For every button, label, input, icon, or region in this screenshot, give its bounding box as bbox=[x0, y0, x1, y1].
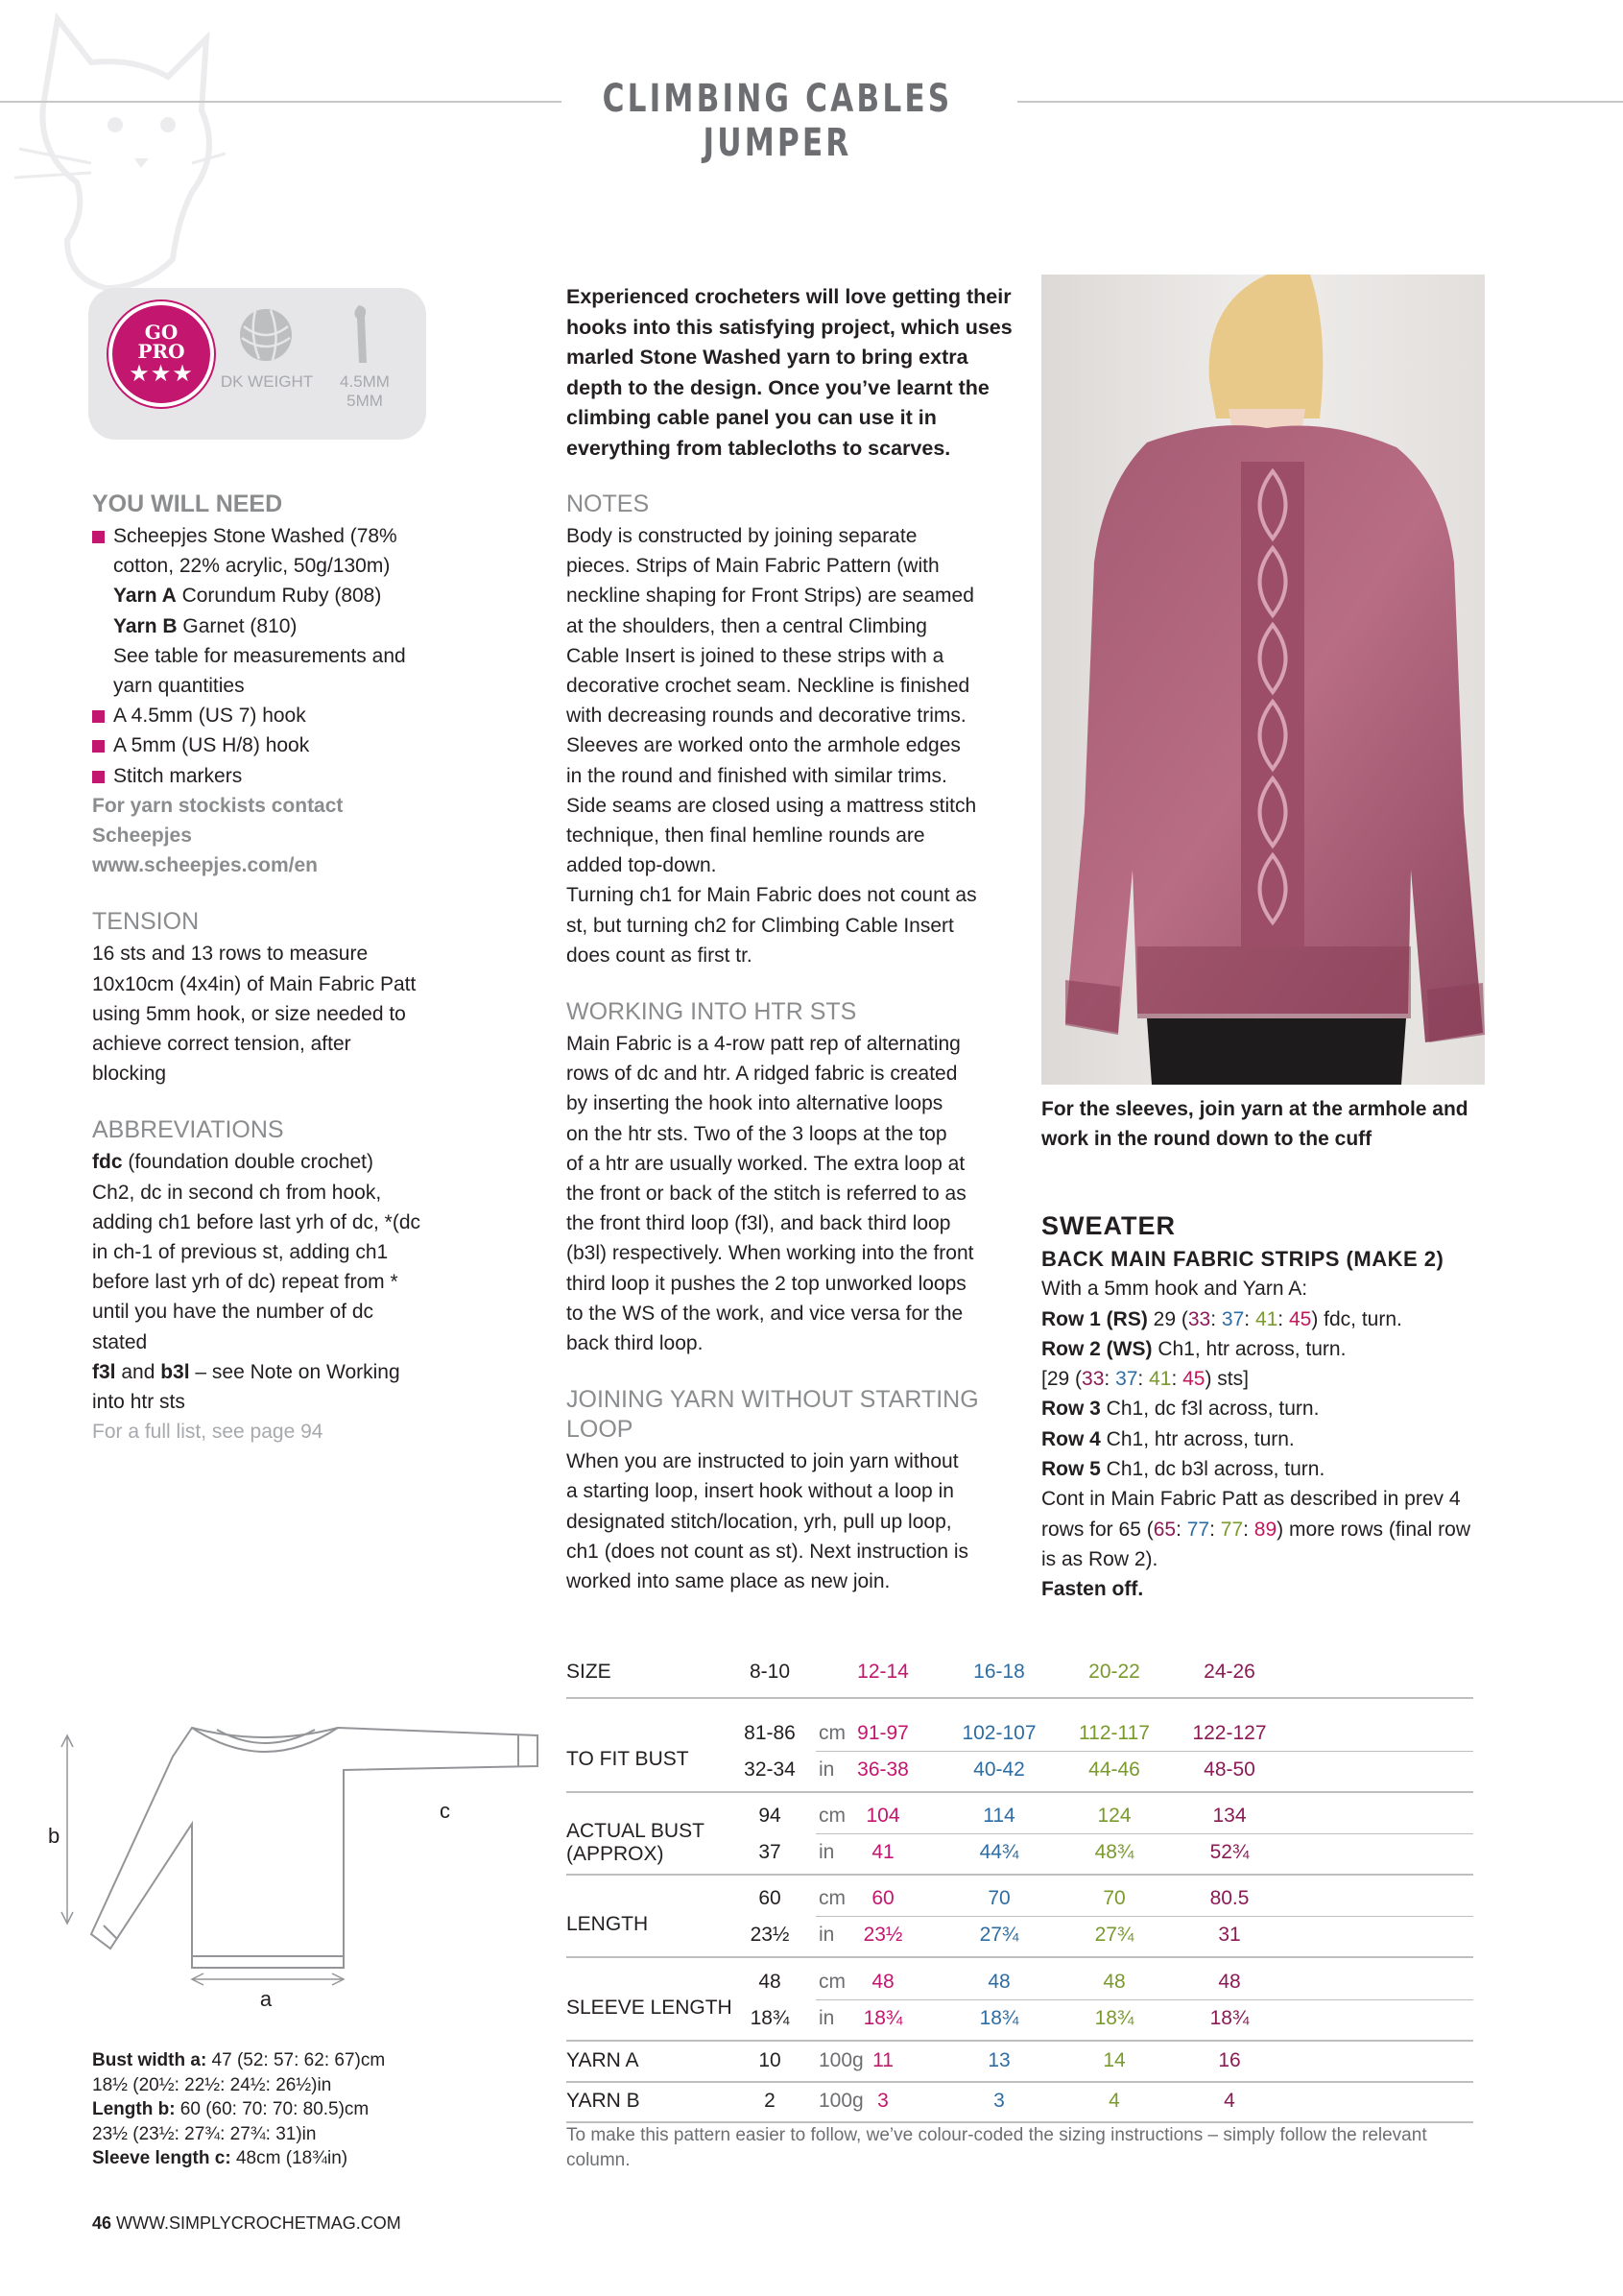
cont-line2: rows for 65 (65: 77: 77: 89) more rows (final row bbox=[1041, 1518, 1471, 1541]
working-htr-line: Main Fabric is a 4-row patt rep of alternating bbox=[566, 1033, 961, 1056]
table-cell: 102-107 bbox=[962, 1722, 1037, 1744]
table-cell: 40-42 bbox=[973, 1758, 1025, 1781]
table-rule-thin bbox=[816, 1833, 1473, 1834]
table-cell: 104 bbox=[866, 1805, 900, 1827]
diagram-label-c: c bbox=[440, 1799, 450, 1823]
unit-cm: cm bbox=[819, 1722, 846, 1744]
table-cell: 20-22 bbox=[1088, 1661, 1140, 1683]
header-rule-left bbox=[0, 101, 561, 103]
table-rule bbox=[566, 2081, 1473, 2083]
table-cell: 13 bbox=[988, 2049, 1011, 2071]
stockist-line1: For yarn stockists contact bbox=[92, 794, 344, 817]
table-cell: 48¾ bbox=[1094, 1841, 1134, 1863]
row-4: Row 4 Ch1, htr across, turn. bbox=[1041, 1427, 1295, 1450]
table-cell: 48 bbox=[1218, 1971, 1241, 1993]
sleeve-length: Sleeve length c: 48cm (18¾in) bbox=[92, 2148, 348, 2168]
table-cell: 36-38 bbox=[857, 1758, 909, 1781]
table-rule bbox=[566, 1697, 1473, 1699]
table-rule-thin bbox=[816, 1751, 1473, 1752]
joining-line: a starting loop, insert hook without a loop in bbox=[566, 1480, 954, 1503]
yarn-b-unit: 100g bbox=[819, 2090, 864, 2112]
list-item-yarn: Scheepjes Stone Washed (78% cotton, 22% acrylic, 50g/130m) bbox=[92, 521, 438, 581]
working-htr-line: (b3l) respectively. When working into the front bbox=[566, 1242, 974, 1265]
tension-line: 10x10cm (4x4in) of Main Fabric Patt bbox=[92, 972, 417, 995]
sweater-instructions bbox=[1041, 1244, 1492, 1605]
joining-line: ch1 (does not count as st). Next instruction is bbox=[566, 1540, 969, 1563]
unit-cm: cm bbox=[819, 1887, 846, 1909]
fdc-term-line: fdc (foundation double crochet) bbox=[92, 1151, 374, 1174]
table-cell: 81-86 bbox=[744, 1722, 796, 1744]
working-htr-line: third loop it pushes the 2 top unworked loops bbox=[566, 1272, 967, 1295]
unit-cm: cm bbox=[819, 1805, 846, 1827]
row-label: TO FIT BUST bbox=[566, 1748, 689, 1770]
joining-line: When you are instructed to join yarn without bbox=[566, 1450, 959, 1473]
you-will-need-title: YOU WILL NEED bbox=[92, 490, 283, 517]
header-rule-right bbox=[1017, 101, 1623, 103]
notes-line: Cable Insert is joined to these strips with a bbox=[566, 644, 944, 667]
page-folio: 46 WWW.SIMPLYCROCHETMAG.COM bbox=[92, 2213, 401, 2233]
notes-line: in the round and finished with similar trims. bbox=[566, 764, 947, 787]
table-cell: 48 bbox=[988, 1971, 1011, 1993]
row-label: LENGTH bbox=[566, 1913, 649, 1935]
table-cell: 4 bbox=[1109, 2090, 1120, 2112]
model-photo-illustration bbox=[1041, 275, 1485, 1085]
hook-size-label: 4.5MM 5MM bbox=[340, 372, 390, 410]
table-cell: 80.5 bbox=[1209, 1887, 1250, 1909]
bust-width-in: 18½ (20½: 22½: 24½: 26½)in bbox=[92, 2074, 332, 2095]
working-htr-line: of a htr are usually worked. The extra loop at bbox=[566, 1152, 966, 1175]
table-cell: 8-10 bbox=[749, 1661, 791, 1683]
table-note-line1: See table for measurements and bbox=[113, 644, 406, 667]
sweater-title: SWEATER bbox=[1041, 1211, 1176, 1240]
tension-line: achieve correct tension, after bbox=[92, 1033, 351, 1056]
notes-line: at the shoulders, then a central Climbing bbox=[566, 614, 927, 637]
sweater-line1: With a 5mm hook and Yarn A: bbox=[1041, 1278, 1308, 1301]
table-cell: 91-97 bbox=[857, 1722, 909, 1744]
table-cell: 14 bbox=[1103, 2049, 1126, 2071]
row-2: Row 2 (WS) Ch1, htr across, turn. bbox=[1041, 1337, 1347, 1360]
tension-line: 16 sts and 13 rows to measure bbox=[92, 943, 369, 966]
notes-line: Side seams are closed using a mattress stitch bbox=[566, 794, 977, 817]
working-htr-line: on the htr sts. Two of the 3 loops at the top bbox=[566, 1122, 947, 1145]
table-cell: 18¾ bbox=[750, 2007, 790, 2029]
tension-line: using 5mm hook, or size needed to bbox=[92, 1002, 406, 1025]
list-item-markers: Stitch markers bbox=[92, 761, 438, 791]
abbreviations-title: ABBREVIATIONS bbox=[92, 1116, 284, 1144]
table-cell: 122-127 bbox=[1192, 1722, 1267, 1744]
table-cell: 134 bbox=[1212, 1805, 1247, 1827]
length-cm: Length b: 60 (60: 70: 70: 80.5)cm bbox=[92, 2099, 370, 2119]
table-cell: 32-34 bbox=[744, 1758, 796, 1781]
yarn-a-unit: 100g bbox=[819, 2049, 864, 2071]
table-cell: 3 bbox=[993, 2090, 1005, 2112]
table-cell: 112-117 bbox=[1079, 1722, 1150, 1744]
table-rule bbox=[566, 1791, 1473, 1793]
sweater-photo bbox=[1041, 275, 1485, 1085]
row-label: SLEEVE LENGTH bbox=[566, 1997, 732, 2019]
table-cell: 31 bbox=[1218, 1924, 1241, 1946]
row-1: Row 1 (RS) 29 (33: 37: 41: 45) fdc, turn. bbox=[1041, 1307, 1402, 1330]
table-cell: 3 bbox=[877, 2090, 889, 2112]
notes-line: with decreasing rounds and decorative trims. bbox=[566, 705, 967, 728]
diagram-label-b: b bbox=[48, 1824, 60, 1848]
size-label: SIZE bbox=[566, 1661, 611, 1683]
fdc-line: stated bbox=[92, 1330, 148, 1353]
notes-line: added top-down. bbox=[566, 854, 717, 877]
intro-paragraph: Experienced crocheters will love getting their hooks into this satisfying project, which uses marled Stone Washed yarn to bring extra depth to the design. Once you’ve learnt the climbing cable panel you can use it in everything from tablecloths to scarves. bbox=[566, 285, 1013, 460]
fdc-line: in ch-1 of previous st, adding ch1 bbox=[92, 1241, 389, 1264]
table-cell: 48 bbox=[871, 1971, 895, 1993]
diagram-label-a: a bbox=[259, 1987, 273, 2006]
notes-title: NOTES bbox=[566, 490, 650, 517]
notes-line: pieces. Strips of Main Fabric Pattern (with bbox=[566, 555, 940, 578]
table-cell: 18¾ bbox=[979, 2007, 1019, 2029]
notes-line: technique, then final hemline rounds are bbox=[566, 825, 925, 848]
table-cell: 16-18 bbox=[973, 1661, 1025, 1683]
stockist-line2: Scheepjes bbox=[92, 825, 192, 848]
yarn-a-label: YARN A bbox=[566, 2049, 639, 2071]
table-note-line2: yarn quantities bbox=[113, 675, 245, 698]
back-strips-subtitle: BACK MAIN FABRIC STRIPS (MAKE 2) bbox=[1041, 1247, 1444, 1271]
yarn-ball-icon bbox=[236, 305, 296, 365]
table-cell: 16 bbox=[1218, 2049, 1241, 2071]
list-item-hook-45: A 4.5mm (US 7) hook bbox=[92, 701, 438, 730]
notes-line: Body is constructed by joining separate bbox=[566, 525, 918, 547]
length-in: 23½ (23½: 27¾: 27¾: 31)in bbox=[92, 2123, 317, 2144]
table-cell: 23½ bbox=[863, 1924, 903, 1946]
table-rule bbox=[566, 1956, 1473, 1958]
unit-in: in bbox=[819, 1758, 835, 1781]
working-htr-line: the front or back of the stitch is referred to as bbox=[566, 1183, 967, 1206]
table-cell: 27¾ bbox=[1094, 1924, 1134, 1946]
notes-line: neckline shaping for Front Strips) are seamed bbox=[566, 585, 974, 608]
f3l-b3l-line2: into htr sts bbox=[92, 1391, 185, 1414]
badge-pro: PRO bbox=[137, 340, 185, 363]
joining-line: worked into same place as new join. bbox=[566, 1570, 891, 1593]
column-left bbox=[92, 490, 438, 1447]
table-footnote: To make this pattern easier to follow, we’ve colour-coded the sizing instructions – simply follow the relevant column. bbox=[566, 2125, 1427, 2170]
fdc-line: before last yrh of dc) repeat from * bbox=[92, 1271, 398, 1294]
table-cell: 48-50 bbox=[1204, 1758, 1255, 1781]
working-htr-line: rows of dc and htr. A ridged fabric is created bbox=[566, 1063, 958, 1086]
list-item-hook-5: A 5mm (US H/8) hook bbox=[92, 730, 438, 760]
badge-go: GO bbox=[144, 321, 179, 344]
joining-line: designated stitch/location, yrh, pull up loop, bbox=[566, 1510, 952, 1533]
photo-caption: For the sleeves, join yarn at the armhole and work in the round down to the cuff bbox=[1041, 1098, 1468, 1150]
notes-line: Turning ch1 for Main Fabric does not count as bbox=[566, 884, 977, 907]
row-2-count: [29 (33: 37: 41: 45) sts] bbox=[1041, 1368, 1249, 1391]
unit-in: in bbox=[819, 2007, 835, 2029]
working-htr-line: by inserting the hook into alternative loops bbox=[566, 1092, 943, 1115]
fdc-line: until you have the number of dc bbox=[92, 1301, 374, 1324]
row-label: ACTUAL BUST (APPROX) bbox=[566, 1820, 704, 1865]
working-htr-line: to the WS of the work, and vice versa for the bbox=[566, 1302, 964, 1325]
row-3: Row 3 Ch1, dc f3l across, turn. bbox=[1041, 1398, 1320, 1421]
table-cell: 23½ bbox=[750, 1924, 790, 1946]
notes-line: decorative crochet seam. Neckline is finished bbox=[566, 675, 970, 698]
cat-watermark bbox=[0, 0, 230, 307]
working-htr-line: back third loop. bbox=[566, 1332, 704, 1355]
table-cell: 114 bbox=[983, 1805, 1015, 1827]
table-rule bbox=[566, 2040, 1473, 2042]
table-cell: 70 bbox=[1103, 1887, 1126, 1909]
table-cell: 70 bbox=[988, 1887, 1011, 1909]
working-htr-title: WORKING INTO HTR STS bbox=[566, 998, 857, 1026]
joining-title: JOINING YARN WITHOUT STARTING LOOP bbox=[566, 1386, 979, 1444]
yarn-b-line: Yarn B Garnet (810) bbox=[113, 614, 298, 637]
full-list-link[interactable]: For a full list, see page 94 bbox=[92, 1421, 323, 1444]
table-cell: 18¾ bbox=[1094, 2007, 1134, 2029]
yarn-b-label: YARN B bbox=[566, 2090, 640, 2112]
table-cell: 18¾ bbox=[863, 2007, 903, 2029]
table-cell: 27¾ bbox=[979, 1924, 1019, 1946]
yarn-a-line: Yarn A Corundum Ruby (808) bbox=[113, 585, 382, 608]
notes-line: st, but turning ch2 for Climbing Cable Insert bbox=[566, 914, 954, 937]
go-pro-badge bbox=[108, 301, 214, 407]
table-rule-thin bbox=[816, 1999, 1473, 2000]
hook-icon bbox=[347, 303, 376, 367]
table-cell: 124 bbox=[1097, 1805, 1132, 1827]
table-cell: 52¾ bbox=[1209, 1841, 1250, 1863]
column-middle bbox=[566, 490, 1027, 1596]
table-cell: 60 bbox=[871, 1887, 895, 1909]
tension-line: blocking bbox=[92, 1063, 167, 1086]
table-cell: 12-14 bbox=[857, 1661, 909, 1683]
page-title: CLIMBING CABLES JUMPER bbox=[602, 77, 953, 165]
row-5: Row 5 Ch1, dc b3l across, turn. bbox=[1041, 1458, 1325, 1481]
yarn-weight-label: DK WEIGHT bbox=[220, 372, 314, 391]
fdc-line: Ch2, dc in second ch from hook, bbox=[92, 1181, 382, 1204]
cont-line3: is as Row 2). bbox=[1041, 1547, 1158, 1570]
table-cell: 48 bbox=[1103, 1971, 1126, 1993]
unit-in: in bbox=[819, 1841, 835, 1863]
table-cell: 18¾ bbox=[1209, 2007, 1250, 2029]
bust-width-cm: Bust width a: 47 (52: 57: 62: 67)cm bbox=[92, 2050, 386, 2070]
table-cell: 44-46 bbox=[1088, 1758, 1140, 1781]
table-cell: 11 bbox=[872, 2049, 894, 2071]
tension-title: TENSION bbox=[92, 908, 200, 936]
table-cell: 24-26 bbox=[1204, 1661, 1255, 1683]
notes-line: Sleeves are worked onto the armhole edges bbox=[566, 734, 961, 757]
stockist-link[interactable]: www.scheepjes.com/en bbox=[92, 854, 318, 877]
fasten-off: Fasten off. bbox=[1041, 1578, 1144, 1601]
f3l-b3l-line: f3l and b3l – see Note on Working bbox=[92, 1360, 400, 1383]
table-cell: 10 bbox=[758, 2049, 781, 2071]
unit-cm: cm bbox=[819, 1971, 846, 1993]
table-rule-thin bbox=[816, 1916, 1473, 1917]
table-cell: 4 bbox=[1224, 2090, 1235, 2112]
badge-stars: ★★★ bbox=[129, 361, 194, 387]
table-cell: 94 bbox=[758, 1805, 781, 1827]
table-rule bbox=[566, 1874, 1473, 1876]
table-cell: 44¾ bbox=[979, 1841, 1019, 1863]
sweater-schematic bbox=[38, 1718, 557, 2006]
table-cell: 60 bbox=[758, 1887, 781, 1909]
table-cell: 48 bbox=[758, 1971, 781, 1993]
table-cell: 2 bbox=[764, 2090, 776, 2112]
cont-line1: Cont in Main Fabric Patt as described in prev 4 bbox=[1041, 1488, 1461, 1511]
table-cell: 37 bbox=[758, 1841, 781, 1863]
fdc-line: adding ch1 before last yrh of dc, *(dc bbox=[92, 1210, 421, 1233]
measurements-block bbox=[92, 2048, 438, 2171]
notes-line: does count as first tr. bbox=[566, 944, 752, 967]
unit-in: in bbox=[819, 1924, 835, 1946]
table-cell: 41 bbox=[871, 1841, 895, 1863]
working-htr-line: the front third loop (f3l), and back third loop bbox=[566, 1212, 951, 1235]
